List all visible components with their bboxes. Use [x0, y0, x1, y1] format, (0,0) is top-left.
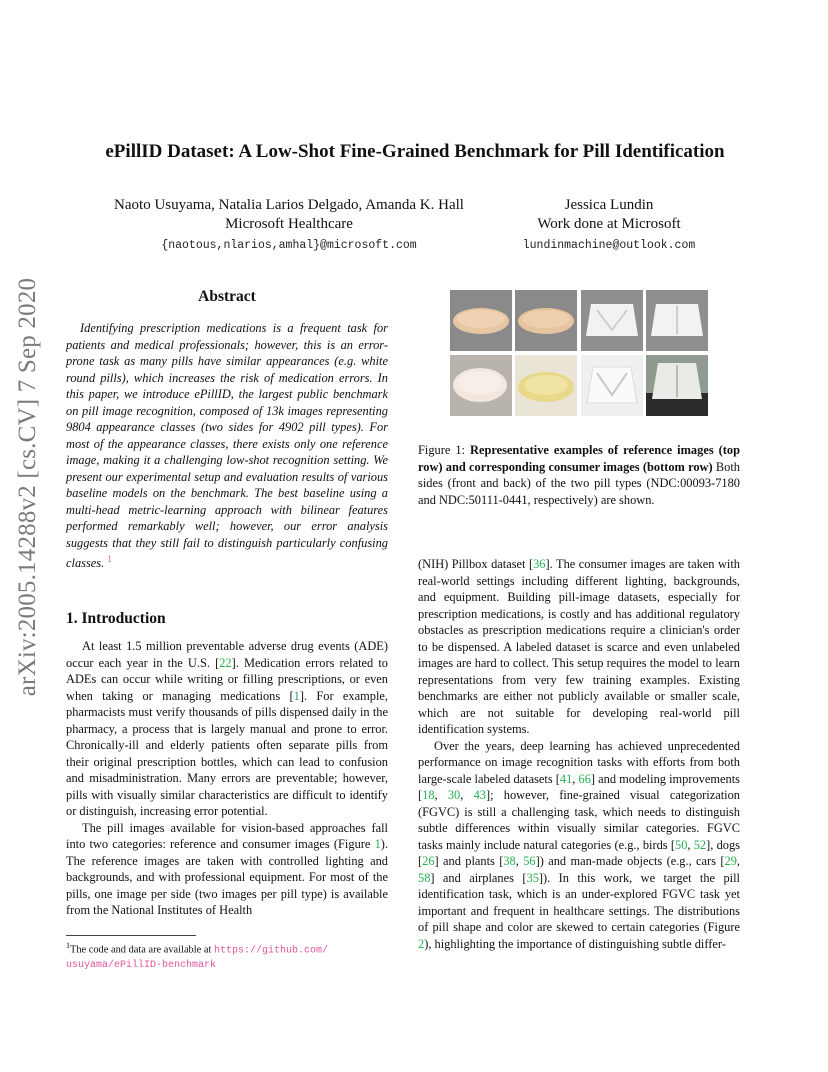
consumer-pill-image	[646, 355, 708, 416]
author-names: Jessica Lundin	[564, 197, 654, 213]
citation-link[interactable]: 35	[526, 870, 539, 885]
citation-link[interactable]: 18	[422, 788, 435, 802]
author-email[interactable]: lundinmachine@outlook.com	[522, 239, 696, 252]
footnote: $^1$The code and data are available at https://github.com/ usuyama/ePillID-benchmark	[66, 941, 328, 972]
intro-left-column	[66, 638, 388, 919]
citation-link[interactable]: 22	[219, 655, 232, 670]
author-affiliation: Microsoft Healthcare	[225, 216, 353, 232]
figure-1-caption: Figure 1: Representative examples of reference images (top row) and corresponding consumer images (bottom row) Both sides (front and back) of the two pill types (NDC:00093-7180 and NDC:50111-0441, respectively) are shown.	[418, 443, 740, 507]
citation-link[interactable]: 1	[293, 688, 300, 703]
author-affiliation: Work done at Microsoft	[537, 216, 681, 232]
citation-link[interactable]: 50	[675, 837, 688, 852]
footnote-marker[interactable]: 1	[107, 554, 112, 564]
code-url-link[interactable]: https://github.com/	[213, 945, 328, 957]
reference-pill-image	[646, 290, 708, 351]
figure-1-images	[450, 290, 708, 416]
author-block-right	[500, 196, 718, 255]
paper-title: ePillID Dataset: A Low-Shot Fine-Grained Benchmark for Pill Identification	[105, 141, 725, 162]
intro-right-column	[418, 556, 740, 952]
citation-link[interactable]: 43	[473, 788, 486, 802]
section-heading-introduction: 1. Introduction	[66, 610, 166, 627]
reference-pill-image	[450, 290, 512, 351]
paragraph: At least 1.5 million preventable adverse drug events (ADE) occur each year in the U.S. [22]. Medication errors related to ADEs can occur while writing or filling prescriptions, or even when taking or managing medications [1]. For example, pharmacists must verify thousands of pills dispensed daily in the pharmacy, a process that is largely manual and prone to error. Chronically-ill and elderly patients often separate pills from their original prescription bottles, which can lead to confusion and misadministration. Many errors are preventable; however, pills with visually similar characteristics are difficult to identify or distinguish, increasing error potential.	[66, 639, 389, 818]
author-names: Naoto Usuyama, Natalia Larios Delgado, Amanda K. Hall	[114, 197, 464, 213]
paragraph: (NIH) Pillbox dataset [36]. The consumer images are taken with real-world settings including different lighting, backgrounds, and equipment. Building pill-image datasets, especially for prescription medications, is costly and has additional regulatory obstacles as prescription medications require a clinician's order to be dispensed. A labeled dataset is scarce and even unlabeled images are hard to collect. This setup requires the model to learn representations from very few training examples. Existing benchmarks are either not publicly available or smaller scale, which are not suitable for developing real-world pill identification systems.	[418, 557, 740, 736]
reference-pill-image	[581, 290, 643, 351]
citation-link[interactable]: 30	[447, 788, 461, 802]
figure-link[interactable]: 1	[374, 837, 381, 851]
arxiv-sidebar	[8, 277, 48, 697]
citation-link[interactable]: 38	[503, 854, 516, 868]
footnote-rule	[66, 935, 196, 936]
author-block-left	[96, 196, 482, 255]
citation-link[interactable]: 26	[422, 854, 435, 868]
reference-pill-image	[515, 290, 577, 351]
paragraph: Over the years, deep learning has achieved unprecedented performance on image recognition tasks with efforts from both large-scale labeled datasets [41, 66] and modeling improvements [18, 30, 43]; however, fine-grained visual categorization (FGVC) is still a challenging task, which needs to distinguish subtle differences within visually similar categories. FGVC tasks mainly include natural categories (e.g., birds [50, 52], dogs [26] and plants [38, 56]) and man-made objects (e.g., cars [29, 58] and airplanes [35]). In this work, we target the pill identification task, which is an under-explored FGVC task yet important and frequent in healthcare settings. The distributions of pill shape and color are skewed to certain categories (Figure 2), highlighting the importance of distinguishing subtle differ-	[418, 738, 740, 951]
citation-link[interactable]: 41	[559, 771, 573, 786]
figure-link[interactable]: 2	[418, 936, 425, 951]
abstract-text	[66, 320, 388, 572]
consumer-pill-image	[581, 355, 643, 416]
abstract-body: Identifying prescription medications is a frequent task for patients and medical professionals; however, this is an error-prone task as many pills have similar appearances (e.g. white round pills), which increases the risk of medication errors. In this paper, we introduce ePillID, the largest public benchmark on pill image recognition, composed of 13k images representing 9804 appearance classes (two sides for 4902 pill types). For most of the appearance classes, there exists only one reference image, making it a challenging low-shot recognition setting. We present our experimental setup and evaluation results of various baseline models on the benchmark. The best baseline using a multi-head metric-learning approach with bilinear features performed remarkably well; however, our error analysis suggests that they still fail to distinguish particularly confusing classes.	[66, 321, 388, 571]
paragraph: The pill images available for vision-based approaches fall into two categories: reference and consumer images (Figure 1). The reference images are taken with controlled lighting and backgrounds, and with professional equipment. For most of the pills, one image per side (two images per pill type) is available from the National Institutes of Health	[66, 820, 388, 917]
arxiv-identifier: arXiv:2005.14288v2 [cs.CV] 7 Sep 2020	[14, 277, 41, 697]
citation-link[interactable]: 66	[578, 771, 591, 786]
citation-link[interactable]: 56	[523, 854, 536, 868]
consumer-pill-image	[450, 355, 512, 416]
citation-link[interactable]: 52	[693, 837, 707, 852]
citation-link[interactable]: 36	[533, 557, 546, 571]
code-url-link[interactable]: usuyama/ePillID-benchmark	[66, 960, 217, 972]
abstract-heading: Abstract	[198, 288, 256, 305]
author-email[interactable]: {naotous,nlarios,amhal}@microsoft.com	[161, 239, 417, 252]
citation-link[interactable]: 29	[724, 854, 737, 868]
citation-link[interactable]: 58	[418, 870, 431, 885]
consumer-pill-image	[515, 355, 577, 416]
